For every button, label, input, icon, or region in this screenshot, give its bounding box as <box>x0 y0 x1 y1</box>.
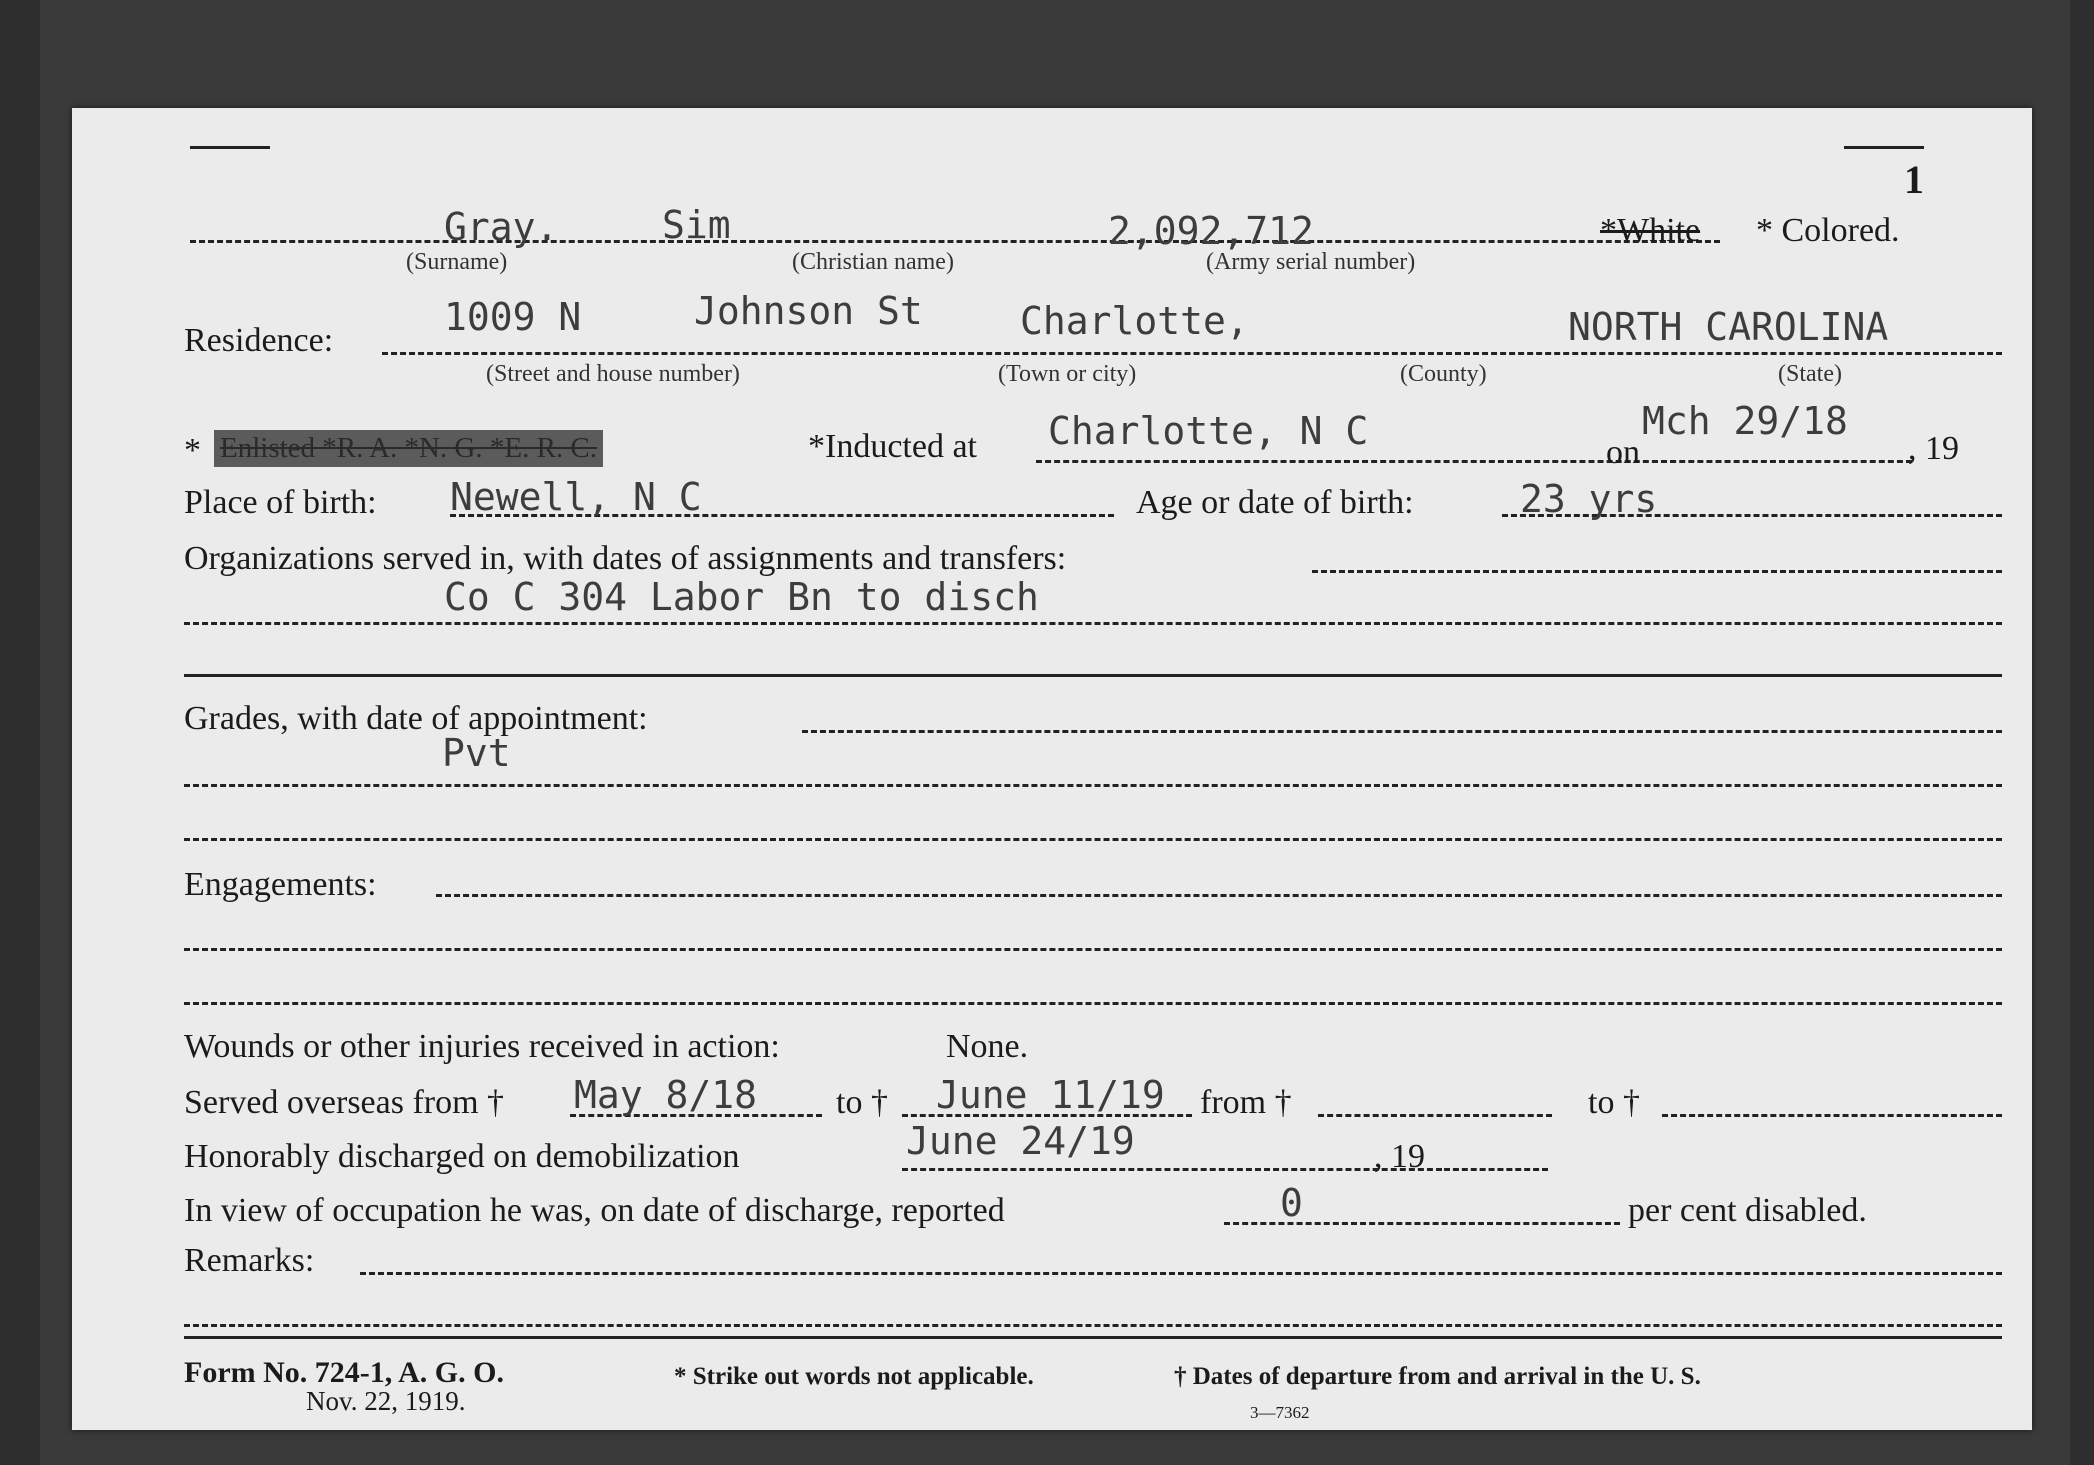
race-white-struck: *White <box>1600 212 1701 249</box>
residence-label: Residence: <box>184 322 334 359</box>
overseas-to2-line <box>1662 1114 2002 1117</box>
grades-line-1 <box>802 730 2002 733</box>
inducted-year-suffix: , 19 <box>1908 430 1959 467</box>
inducted-place: Charlotte, N C <box>1048 409 1369 453</box>
discharge-year-line <box>1444 1168 1548 1171</box>
remarks-line-1 <box>360 1272 2002 1275</box>
engagements-line-1 <box>436 894 2002 897</box>
top-left-rule <box>190 146 270 149</box>
grades-value: Pvt <box>442 731 511 775</box>
enlisted-star: * <box>184 432 201 469</box>
disability-value: 0 <box>1280 1181 1303 1225</box>
engagements-label: Engagements: <box>184 866 377 903</box>
organizations-line-1 <box>1312 570 2002 573</box>
overseas-from-date: May 8/18 <box>574 1073 758 1117</box>
overseas-to-date: June 11/19 <box>936 1073 1165 1117</box>
residence-state: NORTH CAROLINA <box>1568 305 1889 349</box>
service-card <box>72 108 2032 1430</box>
inducted-date: Mch 29/18 <box>1642 399 1848 443</box>
caption-state: (State) <box>1778 361 1842 387</box>
grades-line-2 <box>184 784 2002 787</box>
top-right-rule <box>1844 146 1924 149</box>
footer-rule <box>184 1336 2002 1339</box>
strike-out-note: * Strike out words not applicable. <box>674 1363 1034 1390</box>
print-code: 3—7362 <box>1250 1403 1310 1422</box>
inducted-on-label: on <box>1606 434 1640 471</box>
caption-serial-number: (Army serial number) <box>1206 249 1416 275</box>
form-date: Nov. 22, 1919. <box>306 1386 466 1416</box>
caption-street: (Street and house number) <box>486 361 740 387</box>
name-line <box>190 240 1720 243</box>
discharge-label: Honorably discharged on demobilization <box>184 1138 740 1175</box>
engagements-line-2 <box>184 948 2002 951</box>
caption-christian-name: (Christian name) <box>792 249 954 275</box>
remarks-line-2 <box>184 1324 2002 1327</box>
residence-street-number: 1009 N <box>444 295 582 339</box>
card-number: 1 <box>1904 157 1924 202</box>
organizations-value: Co C 304 Labor Bn to disch <box>444 575 1039 619</box>
organizations-line-3 <box>184 674 2002 677</box>
disability-suffix: per cent disabled. <box>1628 1192 1867 1229</box>
grades-line-3 <box>184 838 2002 841</box>
age-label: Age or date of birth: <box>1136 484 1414 521</box>
remarks-label: Remarks: <box>184 1242 315 1279</box>
wounds-value: None. <box>946 1028 1029 1065</box>
caption-county: (County) <box>1400 361 1487 387</box>
discharge-year-suffix: , 19 <box>1374 1138 1425 1175</box>
disability-label: In view of occupation he was, on date of discharge, reported <box>184 1192 1005 1229</box>
enlisted-struck-options: Enlisted *R. A. *N. G. *E. R. C. <box>214 430 603 467</box>
race-colored: * Colored. <box>1756 212 1900 249</box>
residence-street-name: Johnson St <box>694 289 923 333</box>
overseas-to2-label: to † <box>1588 1084 1640 1121</box>
christian-name-value: Sim <box>662 203 731 247</box>
inducted-date-line <box>1652 460 1912 463</box>
form-number: Form No. 724-1, A. G. O. <box>184 1356 504 1389</box>
overseas-to-label: to † <box>836 1084 888 1121</box>
serial-number-value: 2,092,712 <box>1108 209 1314 253</box>
discharge-date: June 24/19 <box>906 1119 1135 1163</box>
inducted-label: *Inducted at <box>808 428 977 465</box>
caption-town: (Town or city) <box>998 361 1137 387</box>
wounds-label: Wounds or other injuries received in action: <box>184 1028 780 1065</box>
overseas-from2-label: from † <box>1200 1084 1292 1121</box>
place-of-birth-value: Newell, N C <box>450 475 702 519</box>
overseas-from2-line <box>1318 1114 1552 1117</box>
organizations-line-2 <box>184 622 2002 625</box>
place-of-birth-label: Place of birth: <box>184 484 377 521</box>
organizations-label: Organizations served in, with dates of assignments and transfers: <box>184 540 1067 577</box>
surname-value: Gray. <box>444 205 559 249</box>
caption-surname: (Surname) <box>406 249 508 275</box>
dates-note: † Dates of departure from and arrival in the U. S. <box>1174 1363 1701 1390</box>
grades-label: Grades, with date of appointment: <box>184 700 648 737</box>
age-value: 23 yrs <box>1520 477 1658 521</box>
inducted-line <box>1036 460 1676 463</box>
discharge-line <box>902 1168 1442 1171</box>
engagements-line-3 <box>184 1002 2002 1005</box>
residence-town: Charlotte, <box>1020 299 1249 343</box>
residence-line <box>382 352 2002 355</box>
overseas-from-label: Served overseas from † <box>184 1084 505 1121</box>
